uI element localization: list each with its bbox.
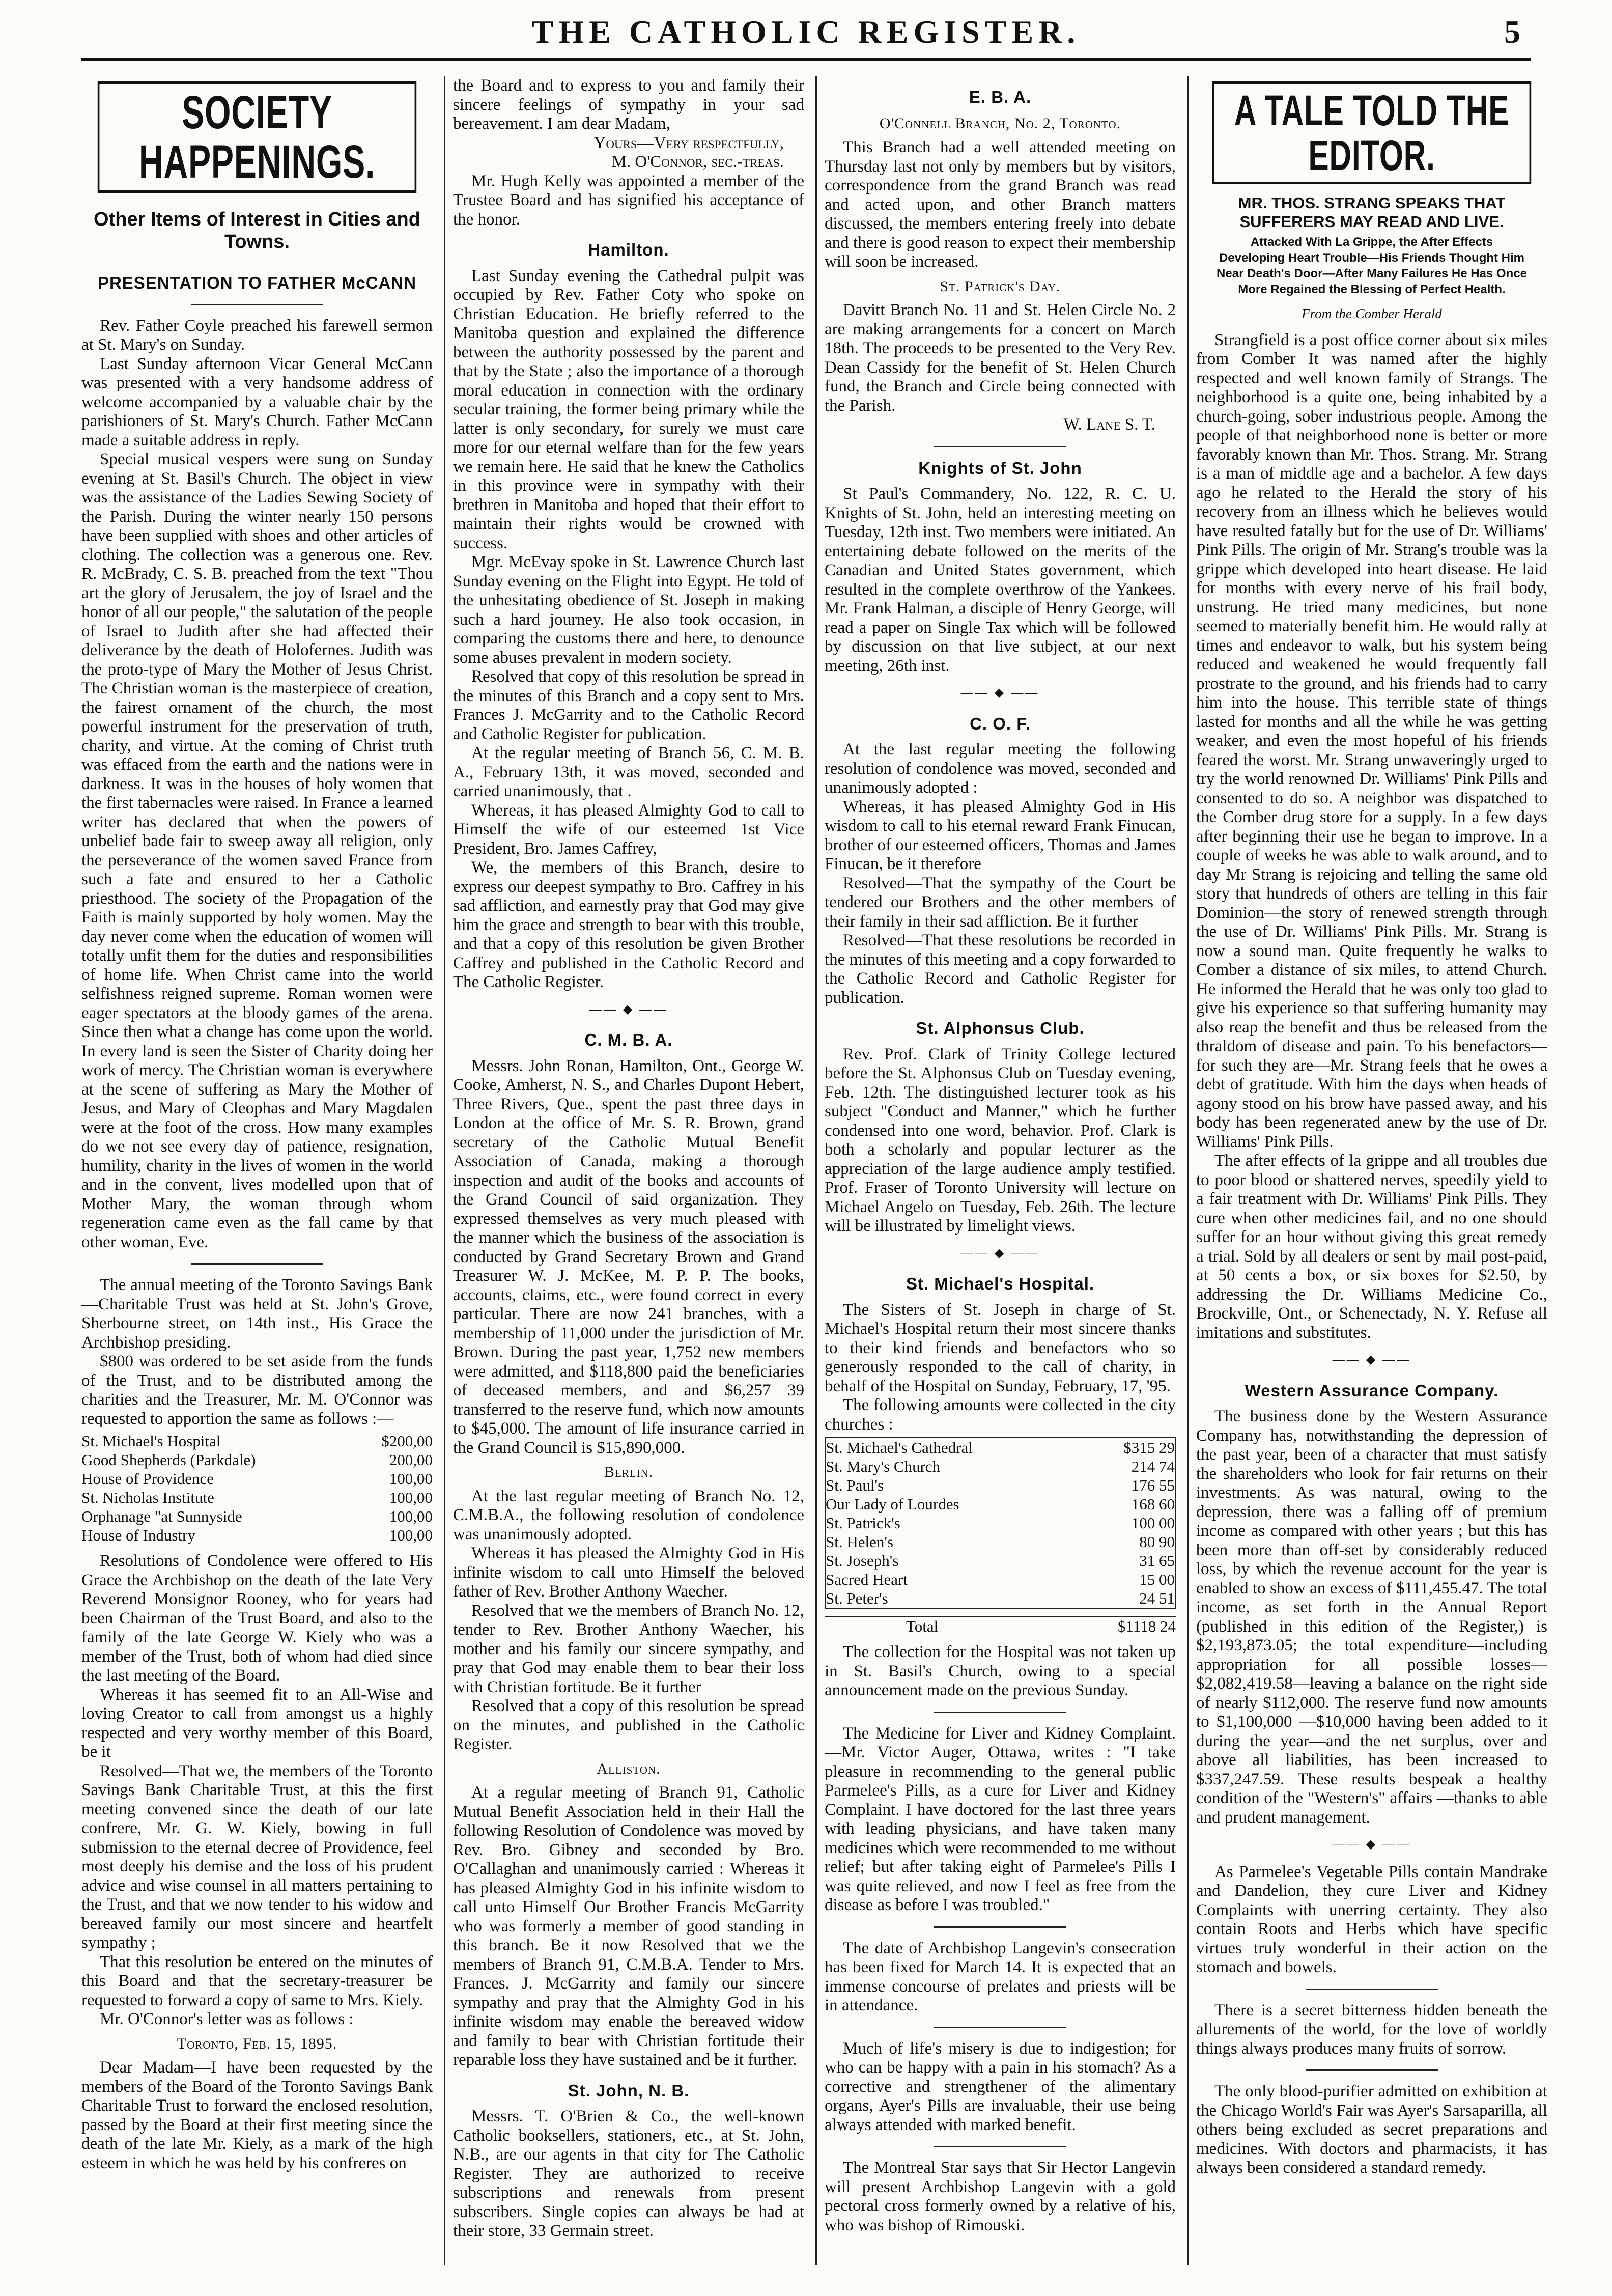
paragraph: Rev. Father Coyle preached his farewell sermon at St. Mary's on Sunday. (81, 316, 433, 354)
paragraph: As Parmelee's Vegetable Pills contain Mandrake and Dandelion, they cure Liver and Kidney Complaints with unerring certainty. They also contain Roots and Herbs which have specific virtues truly wonderful in their action on the stomach and bowels. (1196, 1862, 1547, 1977)
total-amount: $1118 24 (1051, 1616, 1176, 1636)
paragraph: Whereas it has seemed fit to an All-Wise and loving Creator to call from amongst us a highly respected and very worthy member of this Board, be it (81, 1685, 433, 1761)
paragraph: Whereas, it has pleased Almighty God to call to Himself the wife of our esteemed 1st Vice President, Bro. James Caffrey, (453, 801, 804, 858)
church-amount: $315 29 (1123, 1439, 1175, 1457)
paragraph: We, the members of this Branch, desire to express our deepest sympathy to Bro. Caffrey in his sad affliction, and earnestly pray that God may give him the grace and strength to bear with this trouble, and that a copy of this resolution be given Brother Caffrey and published in the Catholic Record and The Catholic Register. (453, 858, 804, 991)
table-row (81, 1488, 433, 1507)
ledger-amount: 100,00 (389, 1507, 433, 1526)
church-collections-table (825, 1437, 1176, 1609)
paragraph: Davitt Branch No. 11 and St. Helen Circle No. 2 are making arrangements for a concert on March 18th. The proceeds to be presented to the Very Rev. Dean Cassidy for the benefit of St. Helen Church fund, the Branch and Circle being connected with the Parish. (825, 301, 1176, 415)
table-row (825, 1570, 1175, 1589)
paragraph: Mr. Hugh Kelly was appointed a member of the Trustee Board and has signified his acceptance of the honor. (453, 172, 804, 229)
church-amount: 168 60 (1131, 1495, 1175, 1513)
table-row (825, 1589, 1175, 1608)
ornament-divider: —— ◆ —— (960, 1246, 1040, 1260)
ledger-amount: $200,00 (381, 1432, 433, 1450)
divider (934, 446, 1066, 447)
ledger-name: St. Nicholas Institute (81, 1489, 214, 1507)
paragraph: This Branch had a well attended meeting on Thursday last not only by members but by visitors, correspondence from the grand Branch was read and acted upon, and other Branch matters discussed, the members entering freely into debate and there is good reason to expect their membership will soon be increased. (825, 138, 1176, 271)
newspaper-title: THE CATHOLIC REGISTER. (531, 14, 1081, 50)
table-row (825, 1476, 1175, 1495)
paragraph: Whereas it has pleased the Almighty God in His infinite wisdom to call unto Himself the beloved father of Rev. Brother Anthony Waecher. (453, 1544, 804, 1601)
section-heading: St. Alphonsus Club. (916, 1019, 1085, 1038)
ornament-divider: —— ◆ —— (589, 1002, 668, 1016)
section-heading: Knights of St. John (918, 458, 1082, 478)
paragraph: At the regular meeting of Branch 56, C. M. B. A., February 13th, it was moved, seconded and carried unanimously, that . (453, 744, 804, 800)
story-deck: MR. THOS. STRANG SPEAKS THAT SUFFERERS MAY READ AND LIVE. (1238, 194, 1506, 231)
subsection-heading: St. Patrick's Day. (940, 277, 1061, 295)
paragraph: Resolved—That the sympathy of the Court be tendered our Brothers and the other members of their family in their sad affliction. Be it further (825, 874, 1176, 931)
church-amount: 100 00 (1131, 1514, 1175, 1532)
paragraph: Mgr. McEvay spoke in St. Lawrence Church last Sunday evening on the Flight into Egypt. He told of the unhesitating obedience of St. Joseph in making such a hard journey. He also took occasion, in comparing the customs there and here, to denounce some abuses prevalent in modern society. (453, 553, 804, 667)
table-row (81, 1450, 433, 1469)
column-rule (444, 76, 445, 2265)
column-2 (453, 76, 804, 2271)
church-amount: 31 65 (1139, 1552, 1175, 1570)
signature-line: M. O'Connor, sec.-treas. (611, 153, 784, 171)
ledger-name: St. Michael's Hospital (81, 1432, 221, 1450)
paragraph: Resolutions of Condolence were offered to His Grace the Archbishop on the death of the late Very Reverend Monsignor Rooney, who for years had been Chairman of the Trust Board, and also to the family of the late George W. Kiely who was a member of the Trust, both of whom had died since the last meeting of the Board. (81, 1552, 433, 1685)
paragraph: Strangfield is a post office corner about six miles from Comber It was named after the highly respected and well known family of Strangs. The neighborhood is a quite one, being inhabited by a church-going, sober industrious people. Among the people of that neighborhood none is better or more favorably known than Mr. Thos. Strang. Mr. Strang is a man of middle age and a bachelor. A few days ago he related to the Herald the story of his recovery from an illness which he believes would have resulted fatally but for the use of Dr. Williams' Pink Pills. The origin of Mr. Strang's trouble was la grippe which developed into heart disease. He laid for months with every nerve of his frail body, unstrung. He tried many medicines, but none seemed to materially benefit him. He would rally at times and endeavor to walk, but his system being reduced and weakened he would frequently fall prostrate to the ground, and his friends had to carry him into the house. This terrible state of things lasted for months and all the while he was getting weaker, and even the most hopeful of his friends feared the worst. Mr. Strang unwaveringly urged to try the world renowned Dr. Williams' Pink Pills and consented to do so. A neighbor was dispatched to the Comber drug store for a supply. In a few days after beginning their use he began to improve. In a couple of weeks he was able to walk around, and to day Mr Strang is rejoicing and telling the same old story that hundreds of others are telling in this fair Dominion—the story of renewed strength through the use of Dr. Williams' Pink Pills. Mr. Strang is now a sound man. Quite frequently he walks to Comber a distance of six miles, to attend Church. He informed the Herald that he was only too glad to give his experience so that suffering humanity may also reap the benefit and thus be released from the thraldom of disease and pain. To his benefactors—for such they are—Mr. Strang feels that he owes a debt of gratitude. With him the days when heads of agony stood on his brow have passed away, and his body has been regenerated anew by the use of Dr. Williams' Pink Pills. (1196, 330, 1547, 1151)
paragraph: There is a secret bitterness hidden beneath the allurements of the world, for the love of worldly things always produces many fruits of sorrow. (1196, 2001, 1547, 2058)
signature-line: Yours—Very respectfully, (593, 133, 784, 152)
signature-line: W. Lane S. T. (1063, 415, 1155, 434)
paragraph: the Board and to express to you and family their sincere feelings of sympathy in your sad bereavement. I am dear Madam, (453, 76, 804, 133)
paragraph: Special musical vespers were sung on Sunday evening at St. Basil's Church. The object in view was the assistance of the Ladies Sewing Society of the Parish. During the winter nearly 150 persons have been supplied with shoes and other articles of clothing. The collection was a generous one. Rev. R. McBrady, C. S. B. preached from the text "Thou art the glory of Jerusalem, the joy of Israel and the honor of all our people," the salutation of the people of Israel to Judith after she had affected their deliverance by the death of Holofernes. Judith was the proto-type of Mary the Mother of Jesus Christ. The Christian woman is the masterpiece of creation, the fairest ornament of the church, the most powerful instrument for the preservation of truth, charity, and virtue. At the coming of Christ truth was effaced from the earth and the nations were in darkness. It was in the houses of holy women that the first tabernacles were raised. In France a learned writer has declared that when the powers of unbelief bade fair to sweep away all religion, only the perseverance of the women saved France from such a fate and ensured to her a Catholic priesthood. The society of the Propagation of the Faith is mainly supported by holy women. May the day never come when the education of women will totally unfit them for the duties and responsibilities of home life. When Christ came into the world selfishness reigned supreme. Roman women were eager spectators at the bloody games of the arena. Since then what a change has come upon the world. In every land is seen the Sister of Charity doing her work of mercy. The Christian woman is everywhere at the scene of suffering as Mary the Mother of Jesus, and Mary of Cleophas and Mary Magdalen were at the foot of the cross. How many examples do we not see every day of patience, resignation, humility, charity in the lives of women in the world and in the convent, lives modelled upon that of Mother Mary, the woman through whom regeneration came even as the fall came by that other woman, Eve. (81, 450, 433, 1251)
column-4 (1196, 76, 1547, 2271)
masthead (81, 9, 1531, 60)
paragraph: At the last regular meeting the following resolution of condolence was moved, seconded and unanimously adopted : (825, 740, 1176, 797)
church-name: St. Joseph's (826, 1552, 899, 1570)
ledger-name: Orphanage "at Sunnyside (81, 1507, 242, 1526)
paragraph: The annual meeting of the Toronto Savings Bank—Charitable Trust was held at St. John's Grove, Sherbourne street, on 14th inst., His Grace the Archbishop presiding. (81, 1276, 433, 1352)
table-row (81, 1526, 433, 1545)
dateline: Toronto, Feb. 15, 1895. (177, 2035, 337, 2052)
paragraph: Messrs. John Ronan, Hamilton, Ont., George W. Cooke, Amherst, N. S., and Charles Dupont Hebert, Three Rivers, Que., spent the past three days in London at the office of Mr. S. R. Brown, grand secretary of the Catholic Mutual Benefit Association of Canada, making a thorough inspection and audit of the books and accounts of the Grand Council of said organization. They expressed themselves as very much pleased with the manner which the business of the association is conducted by Grand Secretary Brown and Grand Treasurer W. J. McKee, M. P. P. The books, accounts, claims, etc., were found correct in every particular. There are now 241 branches, with a membership of 11,000 under the jurisdiction of Mr. Brown. During the past year, 1,752 new members were admitted, and $118,800 paid the beneficiaries of deceased members, and and $6,257 39 transferred to the reserve fund, which now amounts to $45,000. The amount of life insurance carried in the Grand Council is $15,890,000. (453, 1056, 804, 1457)
subsection-heading: O'Connell Branch, No. 2, Toronto. (879, 115, 1121, 132)
paragraph: The after effects of la grippe and all troubles due to poor blood or shattered nerves, speedily yield to a fair treatment with Dr. Williams' Pink Pills. They cure when other medicines fail, and no one should suffer for an hour without giving this great remedy a trial. Sold by all dealers or sent by mail post-paid, at 50 cents a box, or six boxes for $2.50, by addressing the Dr. Williams Medicine Co., Brockville, Ont., or Schenectady, N. Y. Refuse all imitations and substitutes. (1196, 1152, 1547, 1342)
church-name: Sacred Heart (826, 1571, 908, 1588)
paragraph: Resolved that a copy of this resolution be spread on the minutes, and published in the Catholic Register. (453, 1697, 804, 1753)
paragraph: Much of life's misery is due to indigestion; for who can be happy with a pain in his stomach? As a corrective and strengthener of the alimentary organs, Ayer's Pills are invaluable, their use being always attended with marked benefit. (825, 2039, 1176, 2134)
ledger-amount: 100,00 (389, 1526, 433, 1545)
paragraph: Dear Madam—I have been requested by the members of the Board of the Toronto Savings Bank Charitable Trust to forward the enclosed resolution, passed by the Board at their first meeting since the death of the late Mr. Kiely, as a mark of the high esteem in which he was held by his confreres on (81, 2058, 433, 2172)
church-name: Our Lady of Lourdes (826, 1495, 959, 1513)
church-amount: 80 90 (1139, 1533, 1175, 1551)
source-credit: From the Comber Herald (1302, 306, 1442, 322)
table-row (825, 1551, 1175, 1570)
paragraph: The date of Archbishop Langevin's consecration has been fixed for March 14. It is expected that an immense concourse of prelates and priests will be in attendance. (825, 1939, 1176, 2014)
collections-total (825, 1616, 1176, 1636)
table-row (81, 1432, 433, 1450)
section-heading: E. B. A. (969, 88, 1032, 106)
paragraph: Mr. O'Connor's letter was as follows : (100, 2010, 354, 2029)
ledger-name: House of Providence (81, 1470, 214, 1488)
paragraph: Last Sunday evening the Cathedral pulpit was occupied by Rev. Father Coty who spoke on Christian Education. He briefly referred to the Manitoba question and explained the difference between the authority possessed by the parent and that by the State ; also the importance of a thorough moral education in connection with the ordinary secular training, the former being primary while the latter is only secondary, for surely we must care more for our eternal welfare than for the few years we remain here. He said that he knew the Catholics in this province were in sympathy with their brethren in Manitoba and hoped that their effort to maintain their rights would be crowned with success. (453, 266, 804, 552)
section-heading: C. O. F. (970, 714, 1031, 733)
ornament-divider: —— ◆ —— (960, 686, 1040, 699)
page-number: 5 (1504, 14, 1520, 50)
section-heading: St. Michael's Hospital. (906, 1274, 1095, 1293)
total-row (825, 1616, 1176, 1636)
paragraph: Last Sunday afternoon Vicar General McCann was presented with a very handsome address of welcome accompanied by a valuable chair by the parishioners of St. Mary's Church. Father McCann made a suitable address in reply. (81, 354, 433, 450)
ledger-name: Good Shepherds (Parkdale) (81, 1451, 256, 1469)
paragraph: Resolved—That these resolutions be recorded in the minutes of this meeting and a copy forwarded to the Catholic Record and Catholic Register for publication. (825, 931, 1176, 1007)
divider (191, 304, 323, 305)
ledger-name: House of Industry (81, 1526, 195, 1545)
paragraph: $800 was ordered to be set aside from the funds of the Trust, and to be distributed among the charities and the Treasurer, Mr. M. O'Connor was requested to apportion the same as follows :— (81, 1352, 433, 1428)
divider (934, 1712, 1066, 1713)
table-row (825, 1532, 1175, 1551)
paragraph: Resolved—That we, the members of the Toronto Savings Bank Charitable Trust, at this the first meeting convened since the death of our late confrere, Mr. G. W. Kiely, bowing in full submission to the eternal decree of Providence, feel most deeply his demise and the loss of his prudent advice and wise counsel in all matters pertaining to the Trust, and that we now tender to his widow and bereaved family our most sincere and heartfelt sympathy ; (81, 1761, 433, 1952)
divider (934, 2027, 1066, 2028)
ornament-divider: —— ◆ —— (1332, 1353, 1411, 1367)
paragraph: The following amounts were collected in the city churches : (825, 1396, 1176, 1434)
tale-told-heading: A TALE TOLD THE EDITOR. (1212, 81, 1531, 184)
divider (1306, 2069, 1438, 2071)
table-row (825, 1457, 1175, 1476)
paragraph: Rev. Prof. Clark of Trinity College lectured before the St. Alphonsus Club on Tuesday evening, Feb. 12th. The distinguished lecturer took as his subject "Conduct and Manner," which he further condensed into one word, behavior. Prof. Clark is both a scholarly and popular lecturer as the appreciation of the large audience amply testified. Prof. Fraser of Toronto University will lecture on Michael Angelo on Tuesday, Feb. 26th. The lecture will be illustrated by limelight views. (825, 1045, 1176, 1235)
table-row (81, 1507, 433, 1526)
society-happenings-heading: SOCIETY HAPPENINGS. (98, 81, 416, 193)
church-amount: 15 00 (1139, 1571, 1175, 1588)
ledger-amount: 200,00 (389, 1451, 433, 1469)
section-heading: St. John, N. B. (568, 2081, 690, 2100)
table-row (81, 1469, 433, 1488)
section-heading: Western Assurance Company. (1245, 1381, 1499, 1400)
divider (934, 1926, 1066, 1928)
table-row (825, 1495, 1175, 1514)
paragraph: At a regular meeting of Branch 91, Catholic Mutual Benefit Association held in their Hall the following Resolution of Condolence was moved by Rev. Bro. Gibney and seconded by Bro. O'Callaghan and unanimously carried : Whereas it has pleased Almighty God in his infinite wisdom to call unto Himself Our Brother Francis McGarrity who was formerly a member of good standing in this branch. Be it now Resolved that we the members of Branch 91, C.M.B.A. Tender to Mrs. Frances. J. McGarrity and family our sincere sympathy and pray that the Almighty God in his infinite wisdom may enable the bereaved widow and family to bear with Christian fortitude their reparable loss they have sustained and be it further. (453, 1783, 804, 2069)
church-name: St. Helen's (826, 1533, 894, 1551)
column-rule (1187, 76, 1189, 2265)
total-label: Total (825, 1616, 1051, 1636)
church-amount: 214 74 (1131, 1458, 1175, 1475)
section-heading: Hamilton. (588, 240, 669, 259)
church-amount: 24 51 (1139, 1589, 1175, 1607)
column-3 (825, 76, 1176, 2271)
section-heading: C. M. B. A. (584, 1030, 673, 1049)
ledger-amount: 100,00 (389, 1470, 433, 1488)
divider (934, 2146, 1066, 2147)
paragraph: The Sisters of St. Joseph in charge of St. Michael's Hospital return their most sincere thanks to their kind friends and benefactors who so generously responded to the call of charity, in behalf of the Hospital on Sunday, February, 17, '95. (825, 1300, 1176, 1395)
paragraph: The only blood-purifier admitted on exhibition at the Chicago World's Fair was Ayer's Sarsaparilla, all others being excluded as secret preparations and medicines. With doctors and pharmacists, it has always been considered a standard remedy. (1196, 2082, 1547, 2177)
masthead-rule (81, 58, 1531, 61)
paragraph: The business done by the Western Assurance Company has, notwithstanding the depression of the past year, been of a character that must satisfy the shareholders who look for fair returns on their investments. As was natural, owing to the depression, there was a falling off of premium income as compared with other years ; but this has been more than off-set by considerably reduced loss, by which the revenue account for the year is enabled to show an excess of $111,455.47. The total income, as set forth in the Annual Report (published in this edition of the Register,) is $2,193,873.05; the total expenditure—including appropriation for all possible losses—$2,082,419.58—leaving a balance on the right side of nearly $112,000. The reserve fund now amounts to $1,100,000 —$10,000 having been added to it during the year—and the net surplus, over and above all liabilities, has been increased to $337,247.59. These results bespeak a healthy condition of the "Western's" affairs —thanks to able and prudent management. (1196, 1407, 1547, 1827)
section-heading: Alliston. (597, 1760, 661, 1777)
paragraph: Resolved that we the members of Branch No. 12, tender to Rev. Brother Anthony Waecher, his mother and his family our sincere sympathy, and pray that God may enable them to bear their loss with Christian fortitude. Be it further (453, 1601, 804, 1696)
church-name: St. Patrick's (826, 1514, 900, 1532)
church-name: St. Paul's (826, 1476, 884, 1494)
divider (191, 1263, 323, 1265)
trust-distribution-table (81, 1432, 433, 1545)
column-rule (815, 76, 817, 2265)
subheading: Other Items of Interest in Cities and Towns. (94, 209, 420, 253)
church-amount: 176 55 (1131, 1476, 1175, 1494)
paragraph: Messrs. T. O'Brien & Co., the well-known Catholic booksellers, stationers, etc., at St. John, N.B., are our agents in that city for The Catholic Register. They are authorized to receive subscriptions and renewals from present subscribers. Single copies can always be had at their store, 33 Germain street. (453, 2107, 804, 2240)
paragraph: The Montreal Star says that Sir Hector Langevin will present Archbishop Langevin with a gold pectoral cross formerly owned by a relative of his, who was bishop of Rimouski. (825, 2159, 1176, 2234)
paragraph: That this resolution be entered on the minutes of this Board and that the secretary-treasurer be requested to forward a copy of same to Mrs. Kiely. (81, 1952, 433, 2009)
section-heading: Berlin. (604, 1464, 654, 1480)
ornament-divider: —— ◆ —— (1332, 1838, 1411, 1852)
paragraph: The collection for the Hospital was not taken up in St. Basil's Church, owing to a special announcement made on the previous Sunday. (825, 1643, 1176, 1699)
church-name: St. Michael's Cathedral (826, 1439, 973, 1457)
church-name: St. Peter's (826, 1589, 888, 1607)
divider (1306, 1989, 1438, 1990)
table-row (825, 1438, 1175, 1457)
section-heading: PRESENTATION TO FATHER McCANN (97, 273, 417, 293)
column-1 (81, 76, 433, 2271)
paragraph: At the last regular meeting of Branch No. 12, C.M.B.A., the following resolution of condolence was unanimously adopted. (453, 1487, 804, 1544)
paragraph: Whereas, it has pleased Almighty God in His wisdom to call to his eternal reward Frank Finucan, brother of our esteemed officers, Thomas and James Finucan, be it therefore (825, 797, 1176, 873)
paragraph: Resolved that copy of this resolution be spread in the minutes of this Branch and a copy sent to Mrs. Frances J. McGarrity and to the Catholic Record and Catholic Register for publication. (453, 667, 804, 743)
table-row (825, 1514, 1175, 1532)
ledger-amount: 100,00 (389, 1489, 433, 1507)
story-subdeck: Attacked With La Grippe, the After Effects Developing Heart Trouble—His Friends Thought Him Near Death's Door—After Many Failures He Has Once More Regained the Blessing of Perfect Health. (1217, 235, 1527, 297)
paragraph: St Paul's Commandery, No. 122, R. C. U. Knights of St. John, held an interesting meeting on Tuesday, 12th inst. Two members were initiated. An entertaining debate followed on the merits of the Canadian and United States government, which resulted in the complete overthrow of the Yankees. Mr. Frank Halman, a disciple of Henry George, will read a paper on Single Tax which will be followed by discussion on that live subject, at our next meeting, 26th inst. (825, 485, 1176, 675)
paragraph: The Medicine for Liver and Kidney Complaint.—Mr. Victor Auger, Ottawa, writes : "I take pleasure in recommending to the general public Parmelee's Pills, as a cure for Liver and Kidney Complaint. I have doctored for the last three years with leading physicians, and have taken many medicines which were recommended to me without relief; but after taking eight of Parmelee's Pills I was quite relieved, and now I feel as free from the disease as before I was troubled." (825, 1724, 1176, 1914)
church-name: St. Mary's Church (826, 1458, 941, 1475)
